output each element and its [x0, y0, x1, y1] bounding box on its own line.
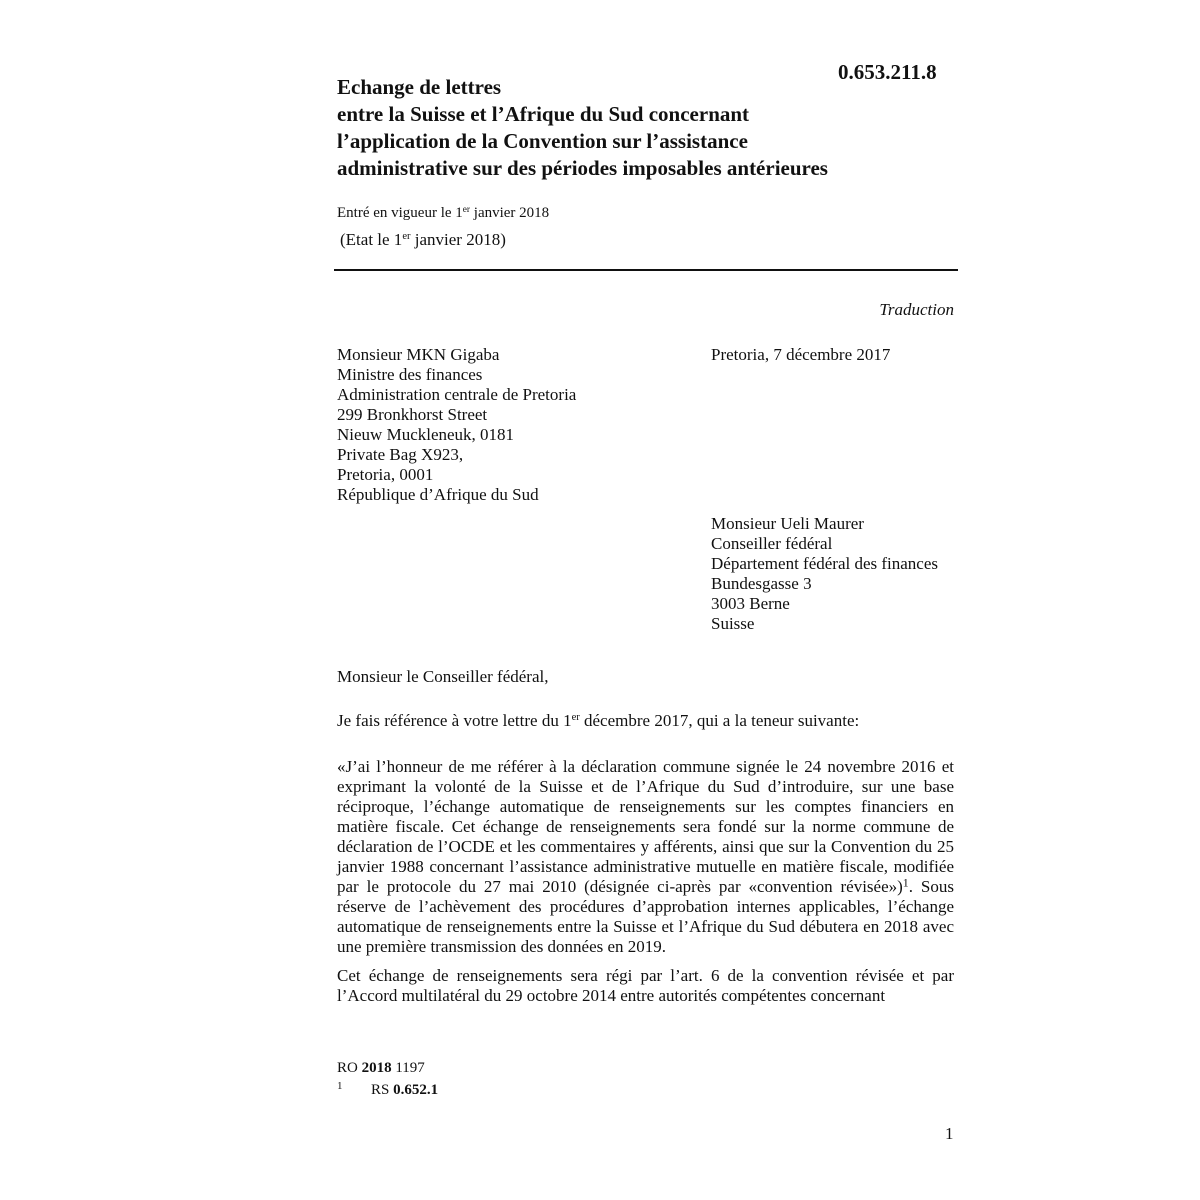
address-line: 3003 Berne	[711, 594, 790, 613]
translation-label: Traduction	[879, 300, 954, 319]
intro-sentence: Je fais référence à votre lettre du 1er décembre 2017, qui a la teneur suivante:	[337, 711, 860, 730]
title-line: entre la Suisse et l’Afrique du Sud concernant	[337, 102, 750, 126]
address-line: République d’Afrique du Sud	[337, 485, 539, 504]
body-paragraph: «J’ai l’honneur de me référer à la déclaration commune signée le 24 novembre 2016 et exprimant la volonté de la Suisse et de l’Afrique du Sud d’introduire, sur une base réciproque, l’échange automatique de renseignements sur les comptes financiers en matière fiscale. Cet échange de renseignements sera fondé sur la norme commune de déclaration de l’OCDE et les commentaires y afférents, ainsi que sur la Convention du 25 janvier 1988 concernant l’assistance administrative mutuelle en matière fiscale, modifiée par le protocole du 27 mai 2010 (désignée ci-après par «convention révisée»)$^1$. Sous réserve de l’achèvement des procédures d’approbation internes applicables, l’échange automatique de renseignements entre la Suisse et l’Afrique du Sud débutera en 2018 avec une première transmission des données en 2019.	[337, 757, 954, 956]
address-line: Ministre des finances	[337, 365, 483, 384]
page-number: 1	[945, 1124, 954, 1143]
footnote-number: 1	[337, 1080, 343, 1092]
address-line: Monsieur MKN Gigaba	[337, 345, 500, 364]
place-date: Pretoria, 7 décembre 2017	[711, 345, 891, 364]
body-paragraph: Cet échange de renseignements sera régi par l’art. 6 de la convention révisée et par l’Accord multilatéral du 29 octobre 2014 entre autorités compétentes concernant	[337, 966, 954, 1005]
salutation: Monsieur le Conseiller fédéral,	[337, 667, 549, 686]
address-line: 299 Bronkhorst Street	[337, 405, 488, 424]
sender-address	[711, 514, 938, 634]
address-line: Pretoria, 0001	[337, 465, 434, 484]
recipient-address	[337, 345, 576, 505]
entry-into-force: Entré en vigueur le 1er janvier 2018	[337, 204, 550, 221]
state-date: (Etat le 1er janvier 2018)	[340, 230, 506, 249]
address-line: Suisse	[711, 614, 755, 633]
ro-reference: RO 2018 1197	[337, 1060, 425, 1076]
address-line: Conseiller fédéral	[711, 534, 833, 553]
address-line: Administration centrale de Pretoria	[337, 385, 577, 404]
address-line: Private Bag X923,	[337, 445, 464, 464]
title-line: administrative sur des périodes imposables antérieures	[337, 156, 828, 180]
footnote: 1 RS 0.652.1	[337, 1080, 439, 1098]
address-line: Bundesgasse 3	[711, 574, 812, 593]
address-line: Département fédéral des finances	[711, 554, 939, 573]
header-divider	[334, 269, 958, 271]
address-line: Monsieur Ueli Maurer	[711, 514, 864, 533]
footnote-reference[interactable]: 1	[902, 875, 909, 890]
document-title	[337, 74, 937, 182]
title-line: l’application de la Convention sur l’assistance	[337, 129, 748, 153]
title-line: Echange de lettres	[337, 75, 502, 99]
address-line: Nieuw Muckleneuk, 0181	[337, 425, 515, 444]
sr-number: 0.653.211.8	[838, 60, 937, 84]
